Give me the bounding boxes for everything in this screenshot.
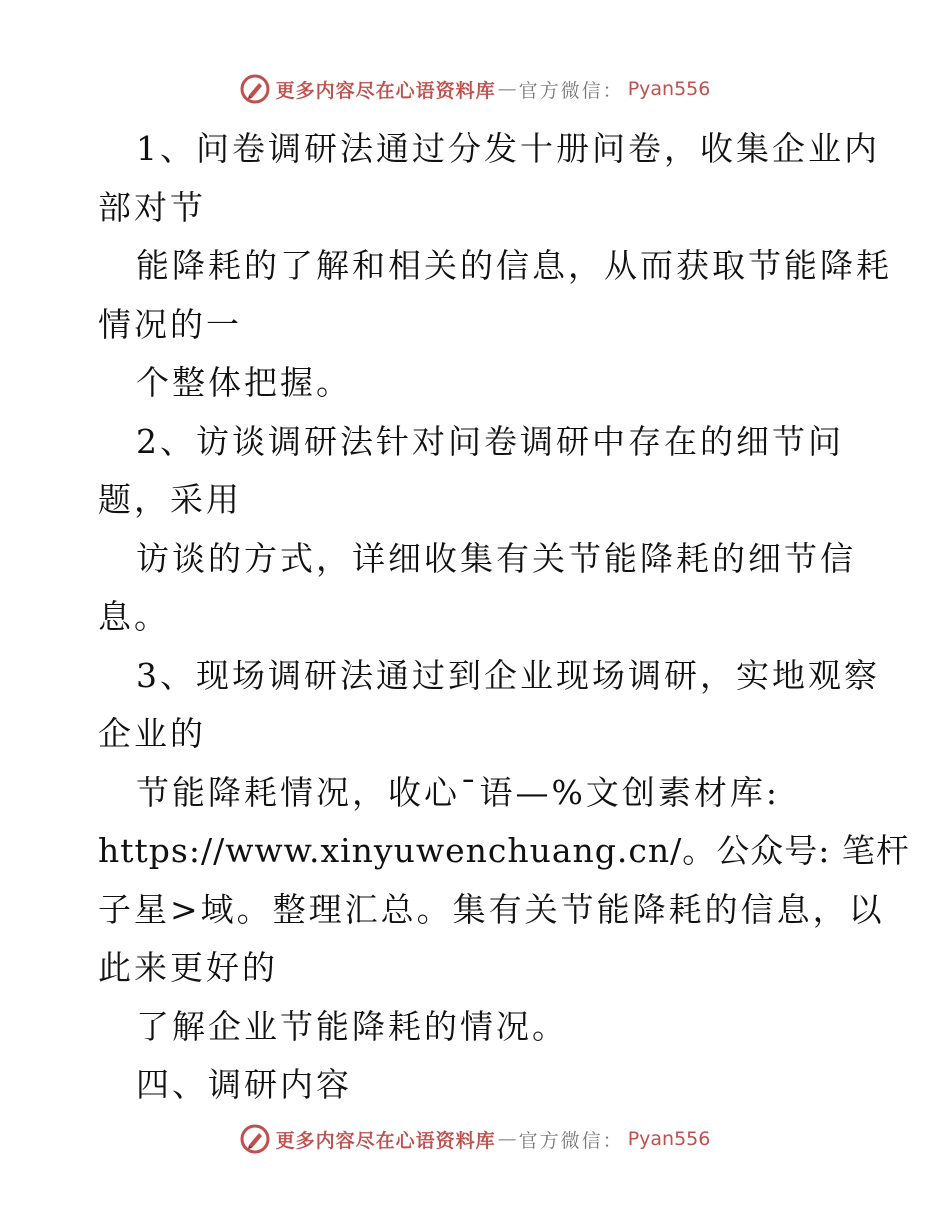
paragraph-line: https://www.xinyuwenchuang.cn/。公众号: 笔杆: [98, 831, 910, 870]
watermark-separator: —: [497, 1128, 517, 1150]
watermark-wechat-id: Pyan556: [627, 1128, 711, 1150]
paragraph-line: 节能降耗情况，收心¯语—%文创素材库:: [136, 772, 780, 812]
pen-logo-icon: [240, 74, 270, 104]
header-watermark: [0, 72, 950, 106]
paragraph-line: 此来更好的: [98, 948, 278, 987]
watermark-wechat-label: 官方微信：: [518, 1129, 624, 1152]
paragraph-line: 个整体把握。: [136, 363, 352, 402]
watermark-separator: —: [497, 78, 517, 100]
paragraph-line: 题，采用: [98, 480, 242, 519]
paragraph-line: 访谈的方式，详细收集有关节能降耗的细节信: [136, 538, 856, 578]
paragraph-line: 1、问卷调研法通过分发十册问卷，收集企业内: [136, 129, 880, 168]
paragraph-line: 四、调研内容: [136, 1065, 352, 1104]
watermark-title: 更多内容尽在心语资料库: [275, 1129, 496, 1152]
watermark-wechat-id: Pyan556: [627, 78, 711, 100]
paragraph-line: 能降耗的了解和相关的信息，从而获取节能降耗: [136, 246, 892, 285]
paragraph-line: 了解企业节能降耗的情况。: [136, 1006, 568, 1046]
paragraph-line: 企业的: [98, 714, 206, 753]
footer-watermark: [0, 1122, 950, 1156]
paragraph-line: 2、访谈调研法针对问卷调研中存在的细节问: [136, 421, 844, 461]
watermark-title: 更多内容尽在心语资料库: [275, 79, 496, 102]
paragraph-line: 3、现场调研法通过到企业现场调研，实地观察: [136, 655, 880, 695]
document-body: [98, 120, 910, 1115]
paragraph-line: 子星>域。整理汇总。集有关节能降耗的信息，以: [98, 889, 885, 929]
watermark-wechat-label: 官方微信：: [518, 79, 624, 102]
paragraph-line: 息。: [98, 597, 170, 636]
pen-logo-icon: [240, 1124, 270, 1154]
paragraph-line: 情况的一: [98, 304, 242, 344]
paragraph-line: 部对节: [98, 187, 206, 227]
